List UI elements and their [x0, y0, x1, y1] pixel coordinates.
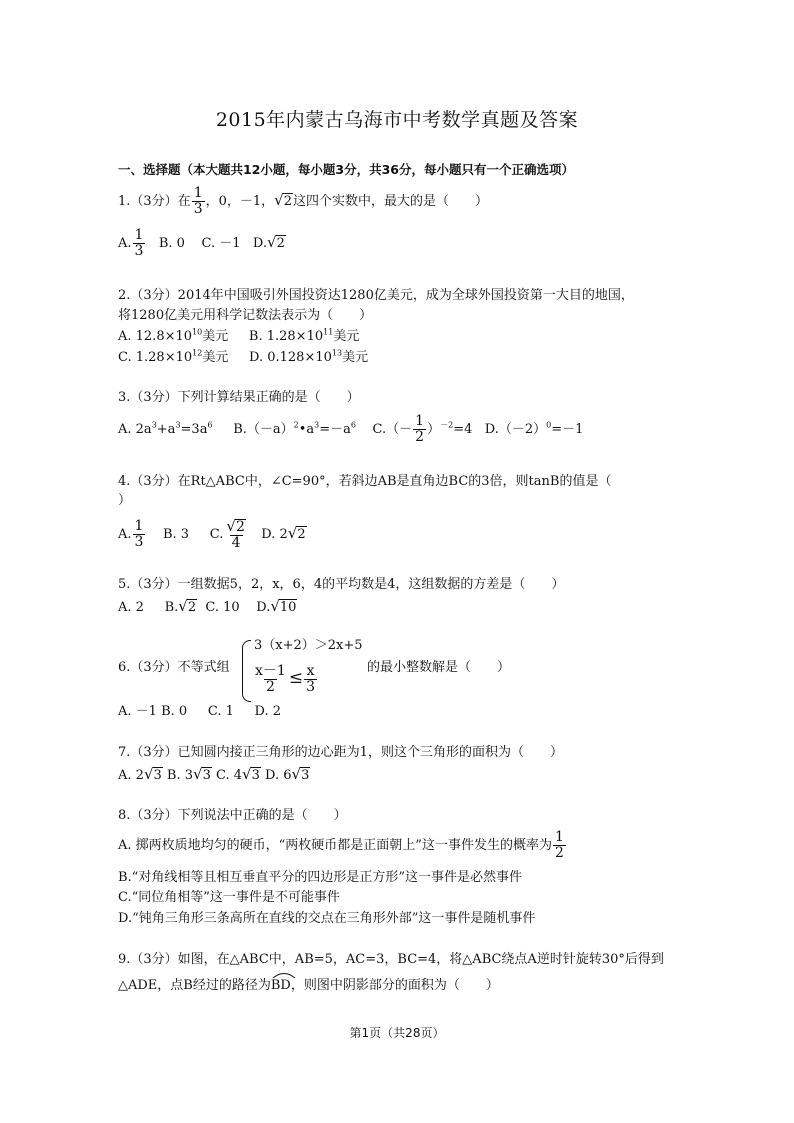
section-heading: 一、选择题（本大题共12小题，每小题3分，共36分，每小题只有一个正确选项） [118, 162, 574, 177]
question-9-line1: 9.（3分）如图，在△ABC中，AB=5，AC=3，BC=4，将△ABC绕点A逆时针旋转30°后得到 [118, 952, 664, 967]
question-7-options: A. 2√3 B. 3√3 C. 4√3 D. 6√3 [118, 765, 310, 783]
question-8-option-b: B.“对角线相等且相互垂直平分的四边形是正方形”这一事件是必然事件 [118, 870, 522, 885]
question-6-pre: 6.（3分）不等式组 [118, 660, 230, 675]
question-8-stem: 8.（3分）下列说法中正确的是（ ） [118, 808, 347, 823]
question-8-option-c: C.“同位角相等”这一事件是不可能事件 [118, 890, 340, 905]
question-3-options: A. $2a^3+a^3=3a^6$ $B.(-a)^2•a^3=-a^6$ C.（－ $\frac{1}{2}$ ）$^{-2}$=4 $D.(-2)^0=-1$ [118, 413, 584, 445]
page-footer: 第1页（共28页） [349, 1026, 445, 1040]
question-4-line2: ） [118, 493, 132, 508]
fraction-one-third: $\frac{1}{3}$ [193, 185, 203, 217]
question-4-options: A. $\frac{1}{3}$ B. 3 C. $\frac{√2}{4}$ D. 2√2 [118, 516, 306, 551]
inequality-brace [242, 640, 251, 702]
question-2-line1: 2.（3分）2014年中国吸引外国投资达1280亿美元，成为全球外国投资第一大目的地国， [118, 288, 634, 303]
option-b: B. 0 [158, 236, 185, 251]
question-1-stem: 1.（3分）在 $\frac{1}{3}$ ，0，－1，√2这四个实数中，最大的是（ ） [118, 185, 489, 217]
inequality-2: $\frac{x-1}{2}$ ≤ $\frac{x}{3}$ [255, 663, 315, 695]
option-d: D. [252, 236, 268, 251]
question-1-options: A. $\frac{1}{3}$ B. 0 C. －1 D.√2 [118, 227, 285, 259]
question-4-line1: 4.（3分）在Rt△ABC中，∠C=90°，若斜边AB是直角边BC的3倍，则tanB的值是（ [118, 474, 612, 489]
question-2-options-cd: C. $1.28\times 10^{12}$美元 D. $0.128\times 10^{13}$美元 [118, 348, 369, 365]
question-7-stem: 7.（3分）已知圆内接正三角形的边心距为1，则这个三角形的面积为（ ） [118, 745, 563, 760]
arc-symbol-icon [271, 972, 297, 978]
question-8-option-a: A. 掷两枚质地均匀的硬币，“两枚硬币都是正面朝上”这一事件发生的概率为 $\frac{1}{2}$ [118, 829, 564, 861]
question-6-options: A. －1 B. 0 C. 1 D. 2 [118, 704, 282, 719]
option-a: A. [118, 236, 132, 251]
question-5-stem: 5.（3分）一组数据5，2，x，6，4的平均数是4，这组数据的方差是（ ） [118, 577, 565, 592]
option-c: C. －1 [201, 236, 241, 251]
question-2-line2: 将1280亿美元用科学记数法表示为（ ） [118, 308, 373, 323]
page-title: 2015年内蒙古乌海市中考数学真题及答案 [215, 109, 579, 131]
question-2-options-ab: A. $12.8\times 10^{10}$美元 B. $1.28\times 10^{11}$美元 [118, 327, 360, 344]
question-8-option-d: D.“钝角三角形三条高所在直线的交点在三角形外部”这一事件是随机事件 [118, 911, 536, 926]
question-3-stem: 3.（3分）下列计算结果正确的是（ ） [118, 390, 360, 405]
question-6-post: 的最小整数解是（ ） [367, 660, 511, 675]
question-9-line2: △ADE，点B经过的路径为 BD，则图中阴影部分的面积为（ ） [118, 975, 499, 994]
inequality-1: 3（x+2）＞2x+5 [254, 638, 363, 653]
question-5-options: A. 2 B.√2 C. 10 D.√10 [118, 597, 297, 615]
